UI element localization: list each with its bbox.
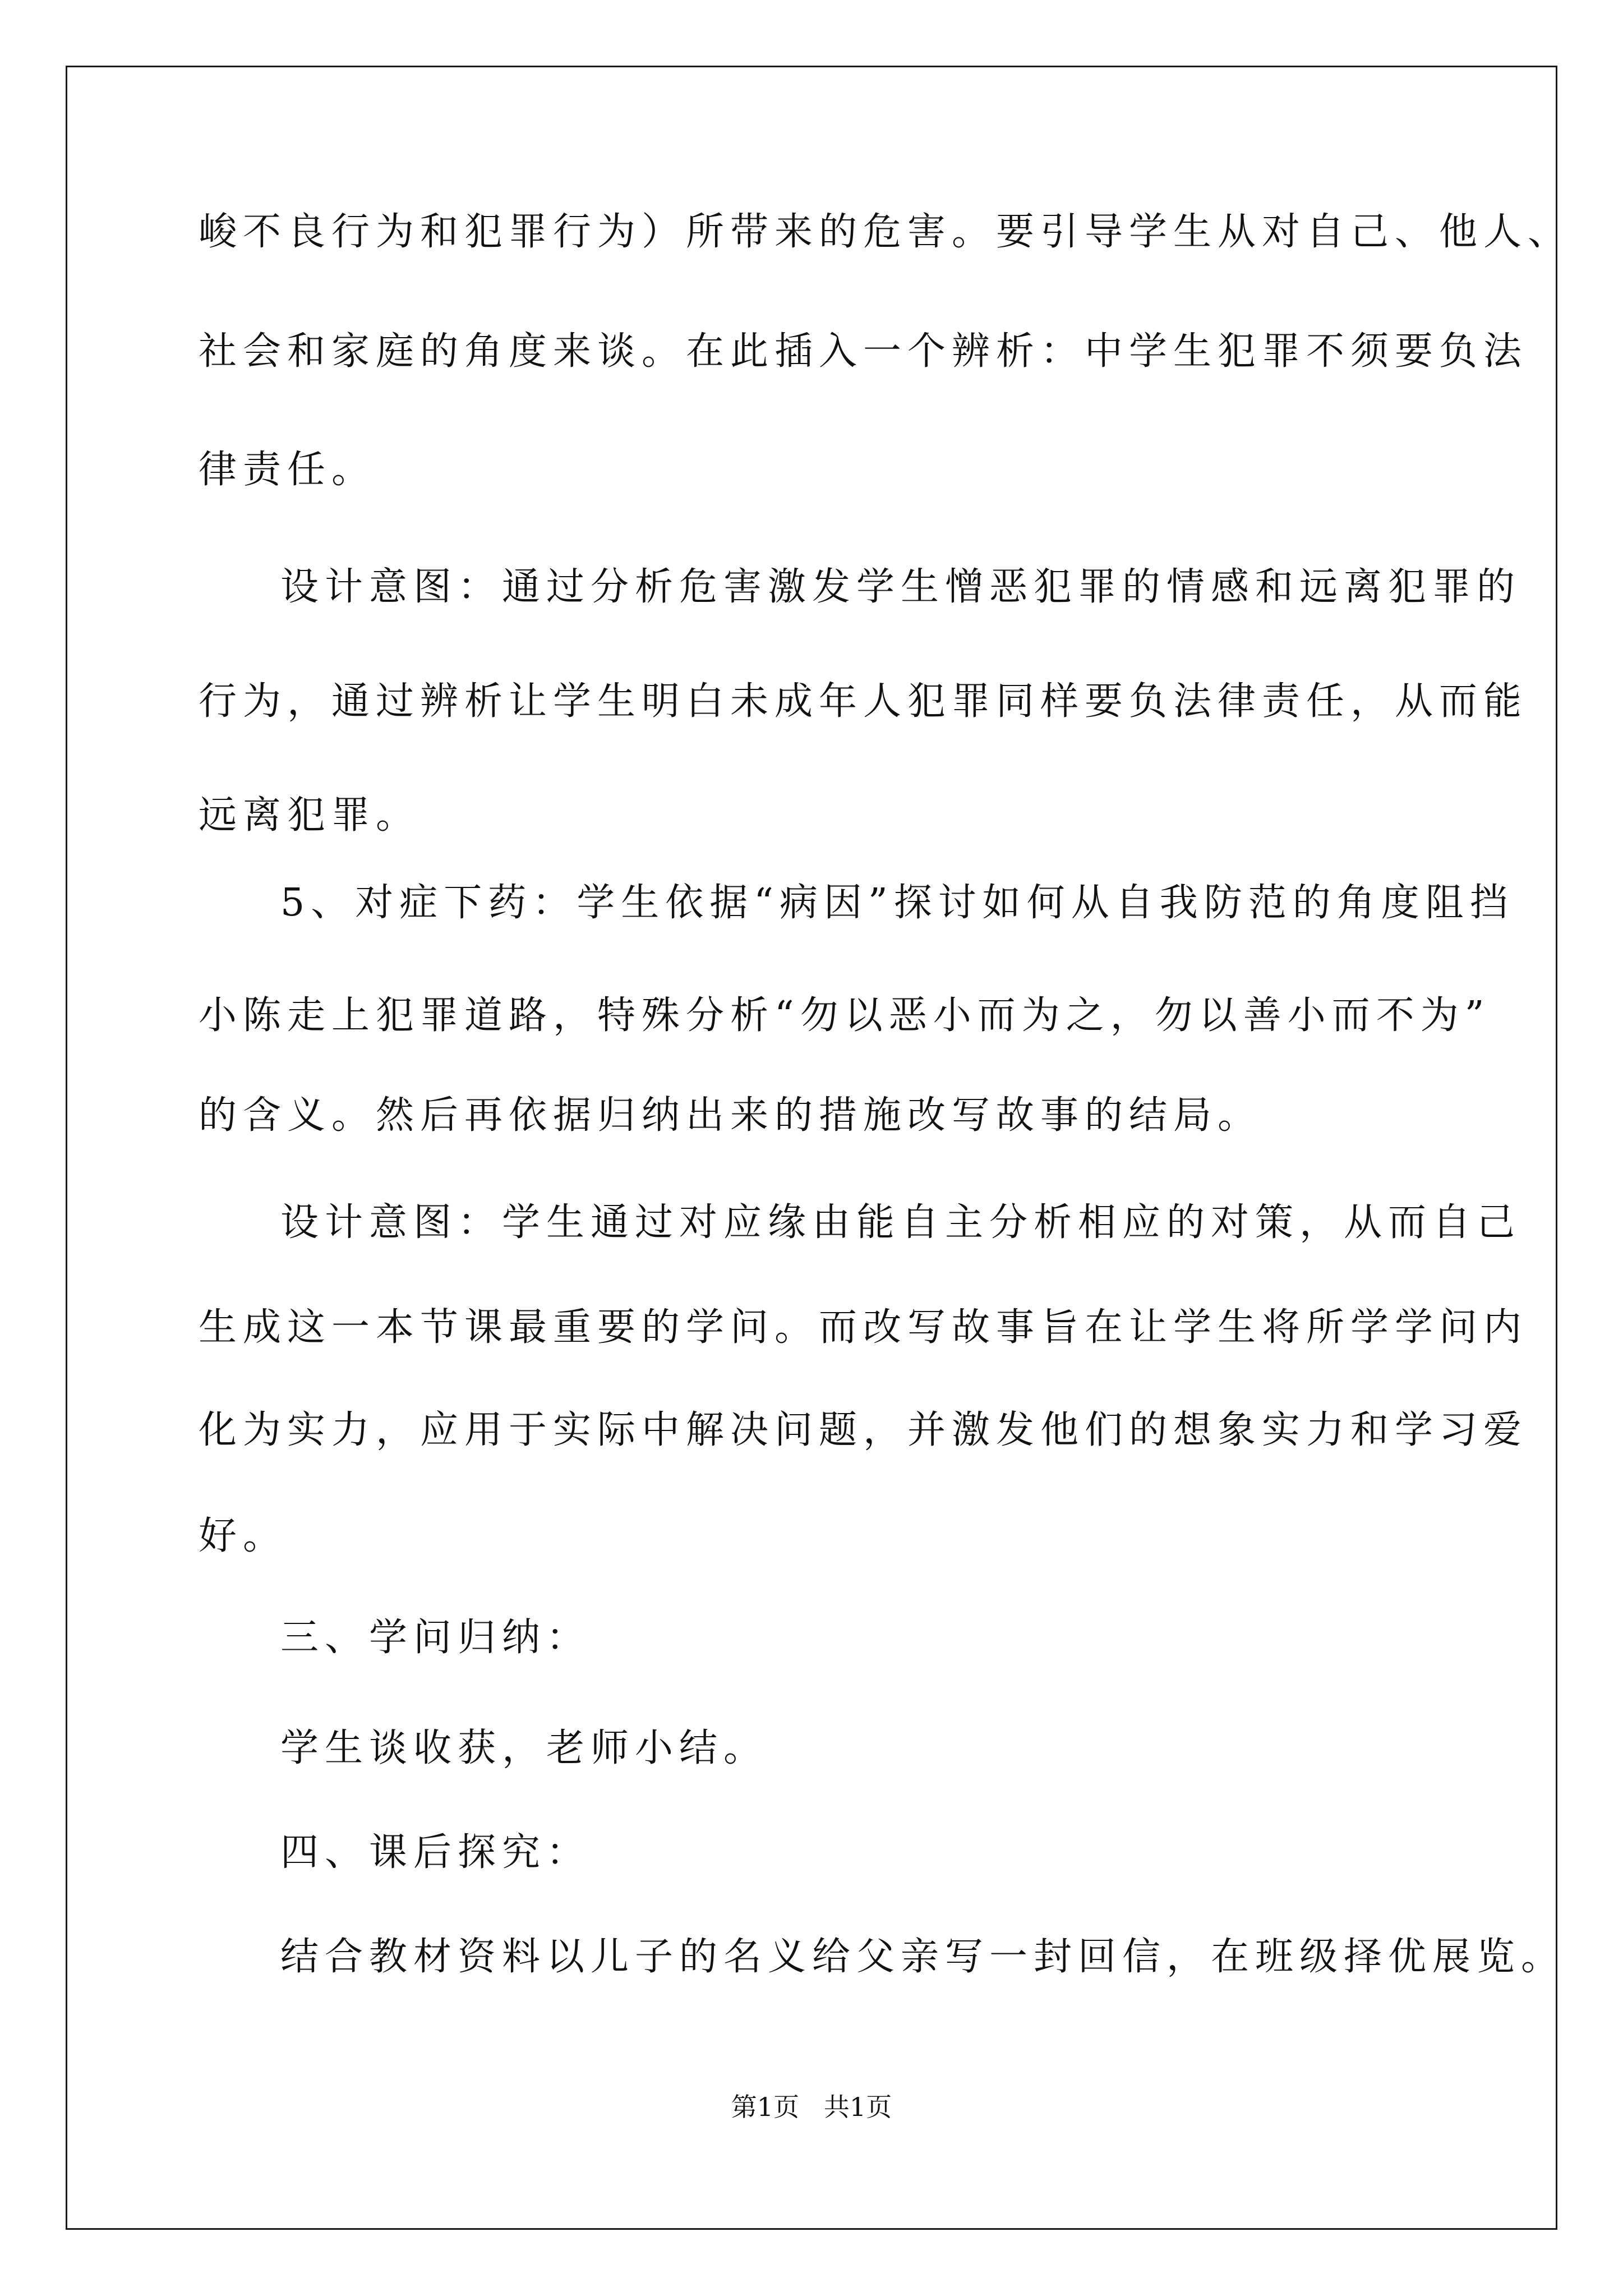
text-line: 小陈走上犯罪道路，特殊分析“勿以恶小而为之，勿以善小而不为”	[199, 993, 1491, 1038]
text-line: 三、学问归纳：	[280, 1616, 591, 1660]
text-line: 行为，通过辨析让学生明白未成年人犯罪同样要负法律责任，从而能	[199, 679, 1528, 724]
text-line: 学生谈收获，老师小结。	[280, 1726, 768, 1770]
text-line: 设计意图：通过分析危害激发学生憎恶犯罪的情感和远离犯罪的	[280, 565, 1521, 609]
text-line: 化为实力，应用于实际中解决问题，并激发他们的想象实力和学习爱	[199, 1408, 1528, 1452]
text-line: 生成这一本节课最重要的学问。而改写故事旨在让学生将所学学问内	[199, 1305, 1528, 1350]
text-line: 结合教材资料以儿子的名义给父亲写一封回信，在班级择优展览。	[280, 1935, 1566, 1979]
text-line: 设计意图：学生通过对应缘由能自主分析相应的对策，从而自己	[280, 1200, 1521, 1245]
page-border	[66, 66, 1557, 2230]
text-line: 好。	[199, 1514, 288, 1558]
text-line: 峻不良行为和犯罪行为）所带来的危害。要引导学生从对自己、他人、	[199, 210, 1573, 254]
text-line: 远离犯罪。	[199, 793, 421, 838]
text-line: 四、课后探究：	[280, 1830, 591, 1875]
text-line: 的含义。然后再依据归纳出来的措施改写故事的结局。	[199, 1093, 1262, 1138]
text-line: 社会和家庭的角度来谈。在此插入一个辨析：中学生犯罪不须要负法	[199, 329, 1528, 374]
text-line: 5、对症下药：学生依据“病因”探讨如何从自我防范的角度阻挡	[280, 881, 1514, 925]
text-line: 律责任。	[199, 448, 376, 492]
page-footer: 第1页 共1页	[731, 2092, 892, 2122]
